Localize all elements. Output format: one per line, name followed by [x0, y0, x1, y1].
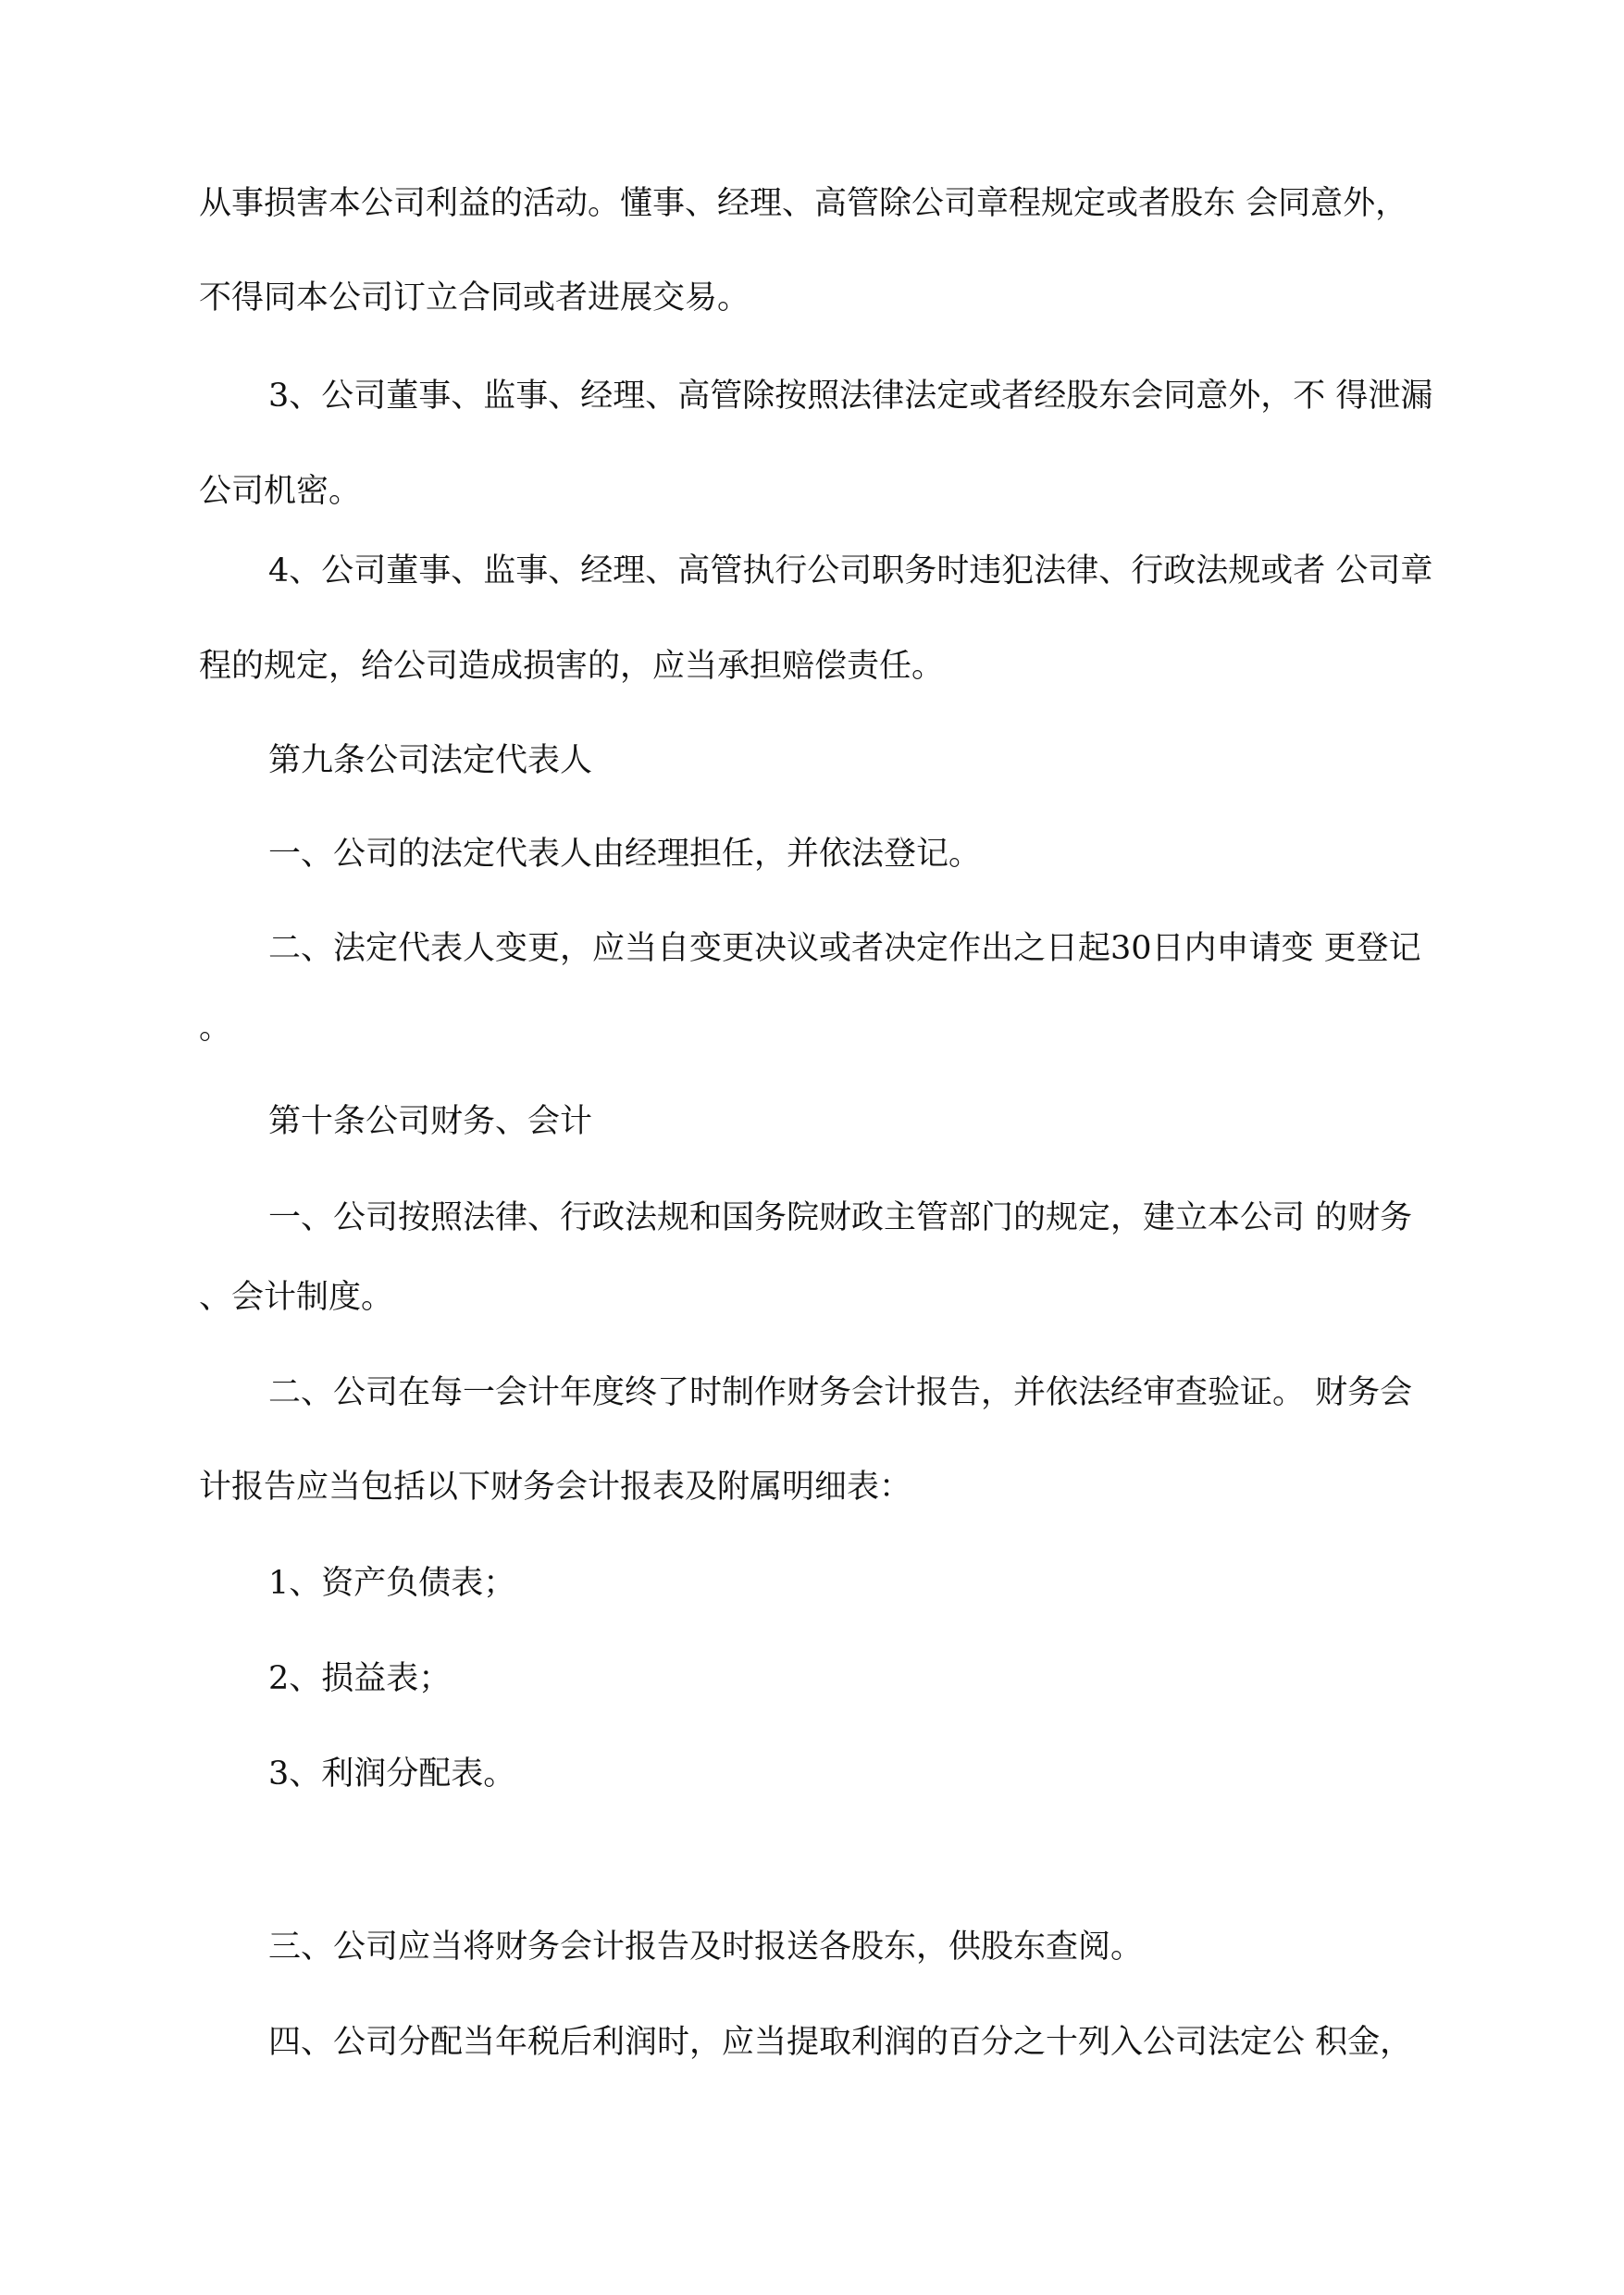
list-item: 3、利润分配表。 — [268, 1755, 516, 1793]
body-text-line: 二、公司在每一会计年度终了时制作财务会计报告，并依法经审查验证。 财务会 — [268, 1374, 1413, 1411]
body-text-line: 三、公司应当将财务会计报告及时报送各股东，供股东查阅。 — [268, 1929, 1144, 1966]
body-text-line: 不得同本公司订立合同或者进展交易。 — [199, 279, 750, 316]
body-text-line: 4、公司董事、监事、经理、高管执行公司职务时违犯法律、行政法规或者 公司章 — [268, 552, 1433, 589]
body-text-line: 计报告应当包括以下财务会计报表及附属明细表： — [199, 1469, 912, 1506]
body-text-line: 3、公司董事、监事、经理、高管除按照法律法定或者经股东会同意外，不 得泄漏 — [268, 378, 1433, 415]
list-item: 2、损益表； — [268, 1660, 452, 1697]
body-text-line: 公司机密。 — [199, 473, 362, 510]
body-text-line: 二、法定代表人变更，应当自变更决议或者决定作出之日起30日内申请变 更登记 — [268, 930, 1421, 967]
body-text-line: 一、公司按照法律、行政法规和国务院财政主管部门的规定，建立本公司 的财务 — [268, 1199, 1413, 1236]
body-text-line: 程的规定，给公司造成损害的，应当承担赔偿责任。 — [199, 648, 945, 685]
section-heading: 第九条公司法定代表人 — [268, 742, 593, 779]
body-text-line: 一、公司的法定代表人由经理担任，并依法登记。 — [268, 836, 982, 873]
body-text-line: 从事损害本公司利益的活动。懂事、经理、高管除公司章程规定或者股东 会同意外， — [199, 185, 1408, 222]
body-text-line: 。 — [199, 1010, 232, 1047]
section-heading: 第十条公司财务、会计 — [268, 1103, 593, 1140]
body-text-line: 四、公司分配当年税后利润时，应当提取利润的百分之十列入公司法定公 积金， — [268, 2024, 1413, 2061]
body-text-line: 、会计制度。 — [199, 1279, 394, 1316]
list-item: 1、资产负债表； — [268, 1565, 516, 1602]
